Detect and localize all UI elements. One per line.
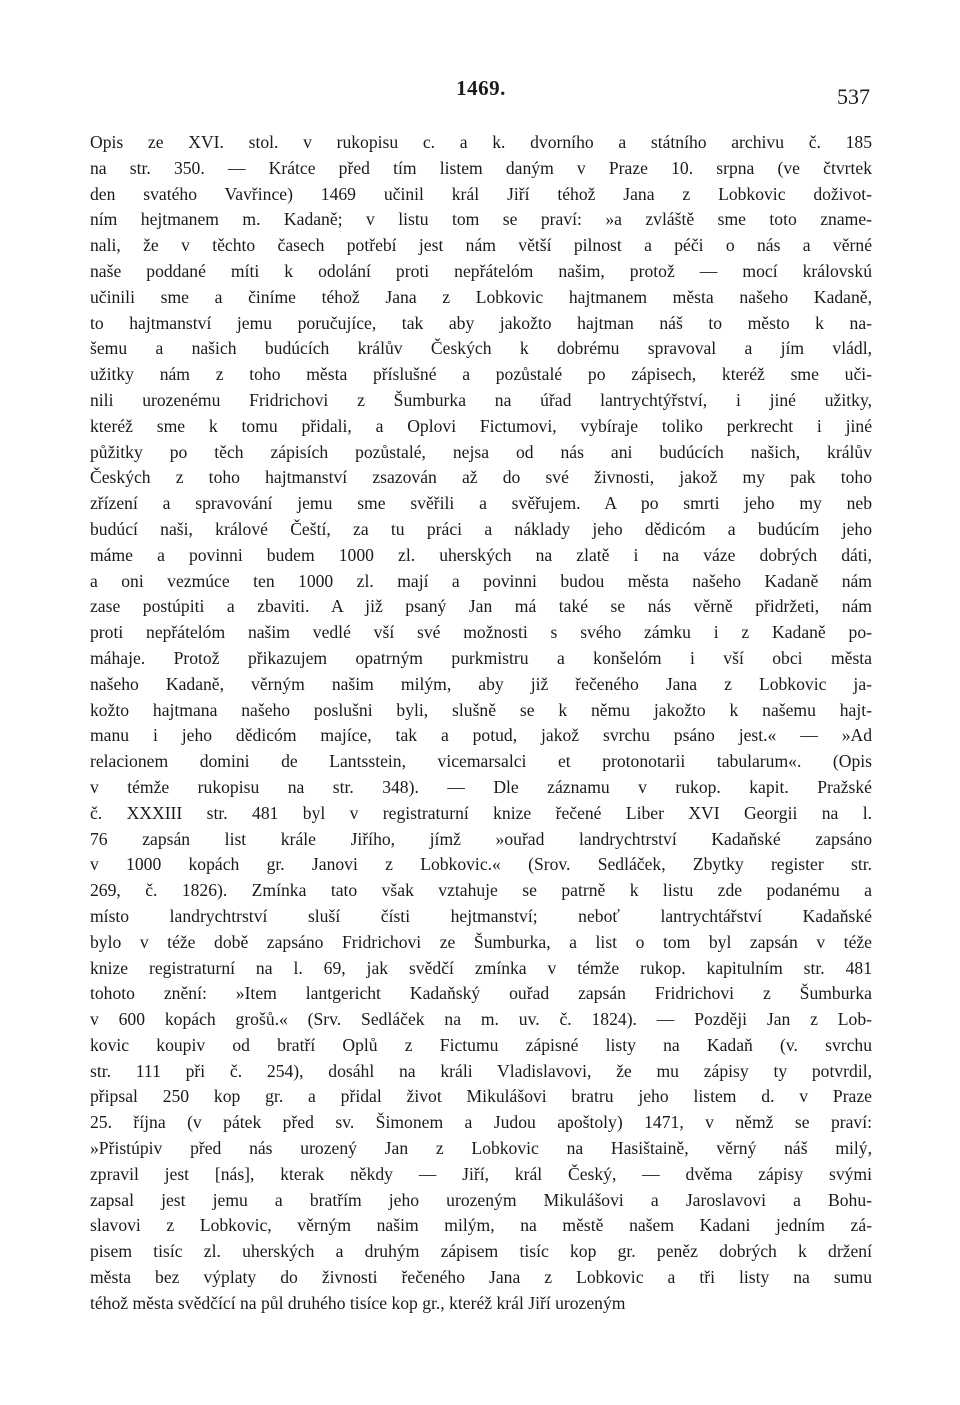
- text-line: nili urozenému Fridrichovi z Šumburka na úřad lantrychtýřství, i jiné užitky,: [90, 389, 872, 410]
- text-line: místo landrychtrství sluší čísti hejtmanství; neboť lantrychtářství Kadaňské: [90, 905, 872, 926]
- text-line: den svatého Vavřince) 1469 učinil král Jiří téhož Jana z Lobkovic doživot-: [90, 183, 872, 204]
- text-line: Českých z toho hajtmanství zsazován až do své živnosti, jakož my pak toho: [90, 467, 872, 488]
- text-line: užitky nám z toho města příslušné a pozůstalé po zápisech, kteréž sme uči-: [90, 364, 872, 385]
- text-line: na str. 350. — Krátce před tím listem daným v Praze 10. srpna (ve čtvrtek: [90, 157, 872, 178]
- text-line: kovic koupiv od bratří Oplů z Fictumu zápisné listy na Kadaň (v. svrchu: [90, 1034, 872, 1055]
- text-line: tohoto znění: »Item lantgericht Kadaňský ouřad zapsán Fridrichovi z Šumburka: [90, 983, 872, 1004]
- text-line: připsal 250 kop gr. a přidal život Mikulášovi bratru jeho listem d. v Praze: [90, 1086, 872, 1107]
- text-line: našeho Kadaně, věrným našim milým, aby již řečeného Jana z Lobkovic ja-: [90, 673, 872, 694]
- text-line: zpravil jest [nás], kterak někdy — Jiří, král Český, — dvěma zápisy svými: [90, 1163, 872, 1184]
- text-line: půžitky po těch zápisích pozůstalé, nejsa od nás ani budúcích našich, králův: [90, 441, 872, 462]
- text-line: naše poddané míti k odolání proti nepřátelóm našim, protož — mocí královskú: [90, 260, 872, 281]
- text-line: téhož města svědčící na půl druhého tisíce kop gr., kteréž král Jiří urozeným: [90, 1292, 626, 1313]
- text-line: proti nepřátelóm našim vedlé vší své možnosti s svého zámku i z Kadaně po-: [90, 622, 872, 643]
- text-line: ním hejtmanem m. Kadaně; v listu tom se praví: »a zvláště sme toto zname-: [90, 209, 872, 230]
- text-line: máhaje. Protož přikazujem opatrným purkmistru a konšelóm i vší obci města: [90, 647, 872, 668]
- body-text: [90, 130, 872, 1317]
- text-line: zase postúpiti a zbaviti. A již psaný Jan má také se nás věrně přidržeti, nám: [90, 596, 872, 617]
- text-line: v 600 kopách grošů.« (Srv. Sedláček na m. uv. č. 1824). — Později Jan z Lob-: [90, 1009, 872, 1030]
- text-line: v 1000 kopách gr. Janovi z Lobkovic.« (Srov. Sedláček, Zbytky register str.: [90, 854, 872, 875]
- text-line: města bez výplaty do živnosti řečeného Jana z Lobkovic a tři listy na sumu: [90, 1267, 872, 1288]
- text-line: budúcí naši, králové Čeští, za tu práci a náklady jeho dědicóm a budúcím jeho: [90, 518, 872, 539]
- text-line: 76 zapsán list krále Jiřího, jímž »ouřad landrychtrství Kadaňské zapsáno: [90, 828, 872, 849]
- text-line: 269, č. 1826). Zmínka tato však vztahuje se patrně k listu zde podanému a: [90, 880, 872, 901]
- text-line: Opis ze XVI. stol. v rukopisu c. a k. dvorního a státního archivu č. 185: [90, 132, 872, 152]
- text-line: zřízení a spravování jemu sme svěřili a svěřujem. A po smrti jeho my neb: [90, 493, 872, 514]
- text-line: a oni vezmúce ten 1000 zl. mají a povinni budou města našeho Kadaně nám: [90, 570, 872, 591]
- page-year-heading: 1469.: [456, 76, 506, 100]
- text-line: kteréž sme k tomu přidali, a Oplovi Fictumovi, vybíraje toliko perkrecht i jiné: [90, 415, 872, 436]
- text-line: pisem tisíc zl. uherských a druhým zápisem tisíc kop gr. peněz dobrých k držení: [90, 1241, 872, 1262]
- text-line: 25. října (v pátek před sv. Šimonem a Judou apoštoly) 1471, v němž se praví:: [90, 1112, 872, 1133]
- text-line: šemu a našich budúcích králův Českých k dobrému spravoval a jím vládl,: [90, 338, 872, 359]
- text-line: máme a povinni budem 1000 zl. uherských na zlatě i na váze dobrých dáti,: [90, 544, 872, 565]
- text-line: učinili sme a činíme téhož Jana z Lobkovic hajtmanem města našeho Kadaně,: [90, 286, 872, 307]
- text-line: bylo v téže době zapsáno Fridrichovi ze Šumburka, a list o tom byl zapsán v téže: [90, 931, 872, 952]
- text-line: relacionem domini de Lantsstein, vicemarsalci et protonotarii tabularum«. (Opis: [90, 751, 872, 772]
- text-line: zapsal jest jemu a bratřím jeho urozeným Mikulášovi a Jaroslavovi a Bohu-: [90, 1189, 872, 1210]
- page-number: 537: [837, 84, 870, 109]
- text-line: manu i jeho dědicóm majíce, tak a potud, jakož svrchu psáno jest.« — »Ad: [90, 725, 872, 746]
- text-line: v témže rukopisu na str. 348). — Dle záznamu v rukop. kapit. Pražské: [90, 776, 872, 797]
- text-line: knize registraturní na l. 69, jak svědčí zmínka v témže rukop. kapitulním str. 481: [90, 957, 872, 978]
- book-page: [90, 0, 872, 1405]
- text-line: č. XXXIII str. 481 byl v registraturní knize řečené Liber XVI Georgii na l.: [90, 802, 872, 823]
- text-line: »Přistúpiv před nás urozený Jan z Lobkovic na Hasištaině, věrný náš milý,: [90, 1138, 872, 1159]
- text-line: str. 111 při č. 254), dosáhl na králi Vladislavovi, že mu zápisy ty potvrdil,: [90, 1060, 872, 1081]
- text-line: slavovi z Lobkovic, věrným našim milým, na městě našem Kadani jedním zá-: [90, 1215, 872, 1236]
- text-line: nali, že v těchto časech potřebí jest nám větší pilnost a péči o nás a věrné: [90, 235, 872, 256]
- running-head: [90, 76, 872, 109]
- text-line: kožto hajtmana našeho poslušni byli, slušně se k němu jakožto k našemu hajt-: [90, 699, 872, 720]
- text-line: to hajtmanství jemu poručujíce, tak aby jakožto hajtman náš to město k na-: [90, 312, 872, 333]
